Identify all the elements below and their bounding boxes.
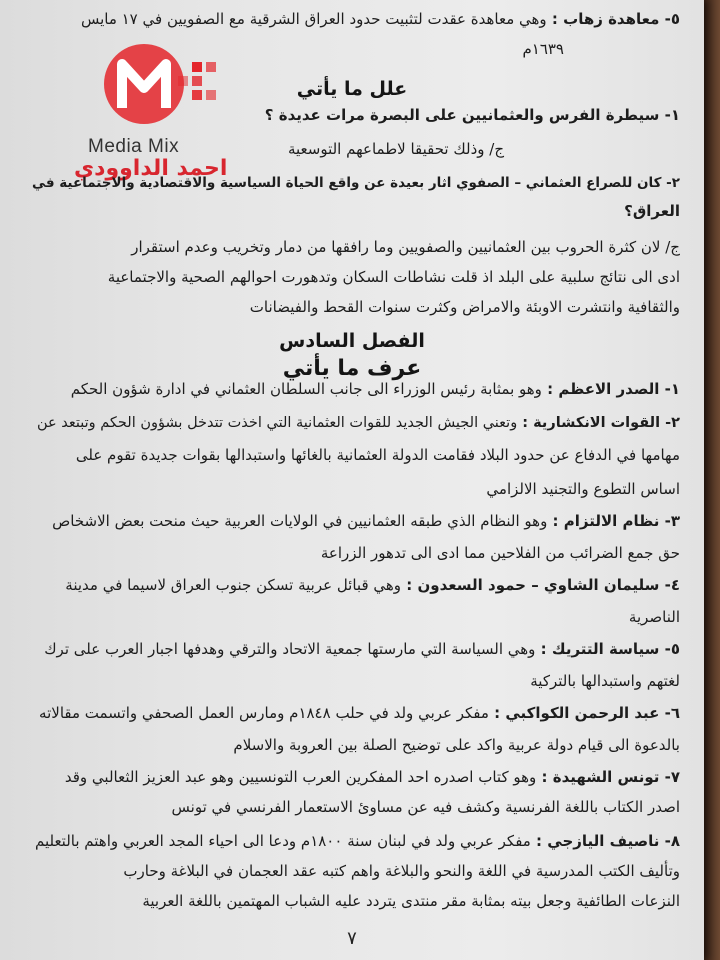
chapter-title: الفصل السادس — [279, 330, 425, 352]
question-1: ١- سيطرة الفرس والعثمانيين على البصرة مرات عديدة ؟ — [264, 106, 680, 124]
section-heading-explain: علل ما يأتي — [296, 78, 408, 100]
answer-2-line: ادى الى نتائج سلبية على البلد اذ قلت نشاطات السكان وتدهورت احوالهم الصحية والاجتماعية — [107, 268, 680, 286]
logo-brand-name: Media Mix — [88, 136, 180, 157]
definition-4-continuation: الناصرية — [628, 608, 680, 626]
definition-8-continuation: وتأليف الكتب المدرسية في اللغة والنحو والبلاغة واهم كتبه عقد العجمان في البلاغة وحارب — [123, 862, 680, 880]
answer-2-line: والثقافية وانتشرت الاوبئة والامراض وكثرت سنوات القحط والفيضانات — [249, 298, 680, 316]
page-number: ٧ — [347, 928, 357, 949]
list-item: ٥- معاهدة زهاب : وهي معاهدة عقدت لتثبيت حدود العراق الشرقية مع الصفويين في ١٧ مايس — [80, 10, 680, 28]
logo-owner-name: احمد الداوودي — [74, 156, 228, 181]
definition-6: ٦- عبد الرحمن الكواكبي : مفكر عربي ولد في حلب ١٨٤٨م ومارس العمل الصحفي واتسمت مقالاته — [39, 704, 680, 722]
definition-2-continuation: مهامها في الدفاع عن حدود البلاد فقامت الدولة العثمانية بالغائها واستبدالها بقوات جديدة تقوم على — [75, 446, 680, 464]
section-heading-define: عرف ما يأتي — [282, 356, 422, 381]
question-2-continuation: العراق؟ — [624, 202, 680, 220]
question-2: ٢- كان للصراع العثماني – الصفوي اثار بعيدة عن واقع الحياة السياسية والاقتصادية والاجتماعية في — [32, 175, 680, 191]
definition-7: ٧- تونس الشهيدة : وهو كتاب اصدره احد المفكرين العرب التونسيين وهو عبد العزيز الثعالبي وقد — [64, 768, 680, 786]
definition-2-continuation: اساس التطوع والتجنيد الالزامي — [486, 480, 680, 498]
definition-4: ٤- سليمان الشاوي – حمود السعدون : وهي قبائل عربية تسكن جنوب العراق لاسيما في مدينة — [65, 576, 680, 594]
answer-2-line: ج/ لان كثرة الحروب بين العثمانيين والصفويين وما رافقها من دمار وتخريب وعدم استقرار — [131, 238, 680, 256]
definition-6-continuation: بالدعوة الى قيام دولة عربية واكد على توضيح الصلة بين العروبة والاسلام — [233, 736, 680, 754]
definition-8-continuation: النزعات الطائفية وجعل بيته بمثابة مقر منتدى يتردد عليه الشباب المهتمين باللغة العربية — [142, 892, 680, 910]
definition-7-continuation: اصدر الكتاب باللغة الفرنسية وكشف فيه عن مساوئ الاستعمار الفرنسي في تونس — [171, 798, 680, 816]
definition-8: ٨- ناصيف اليازجي : مفكر عربي ولد في لبنان سنة ١٨٠٠م ودعا الى احياء المجد العربي واهتم بالتعليم — [34, 832, 680, 850]
table-edge — [704, 0, 720, 960]
definition-5-continuation: لغتهم واستبدالها بالتركية — [530, 672, 680, 690]
list-item-continuation: ١٦٣٩م — [522, 40, 564, 58]
definition-2: ٢- القوات الانكشارية : وتعني الجيش الجديد للقوات العثمانية التي اخذت تتدخل بشؤون الحكم وتبتعد عن — [36, 415, 680, 431]
definition-3-continuation: حق جمع الضرائب من الفلاحين مما ادى الى تدهور الزراعة — [320, 544, 680, 562]
definition-5: ٥- سياسة التتريك : وهي السياسة التي مارستها جمعية الاتحاد والترقي وهدفها اجبار العرب على ترك — [44, 640, 680, 658]
definition-1: ١- الصدر الاعظم : وهو بمثابة رئيس الوزراء الى جانب السلطان العثماني في ادارة شؤون الحكم — [70, 380, 680, 398]
answer-1: ج/ وذلك تحقيقا لاطماعهم التوسعية — [287, 140, 504, 158]
definition-3: ٣- نظام الالتزام : وهو النظام الذي طبقه العثمانيين في الولايات العربية حيث منحت بعض الاشخاص — [52, 512, 680, 530]
